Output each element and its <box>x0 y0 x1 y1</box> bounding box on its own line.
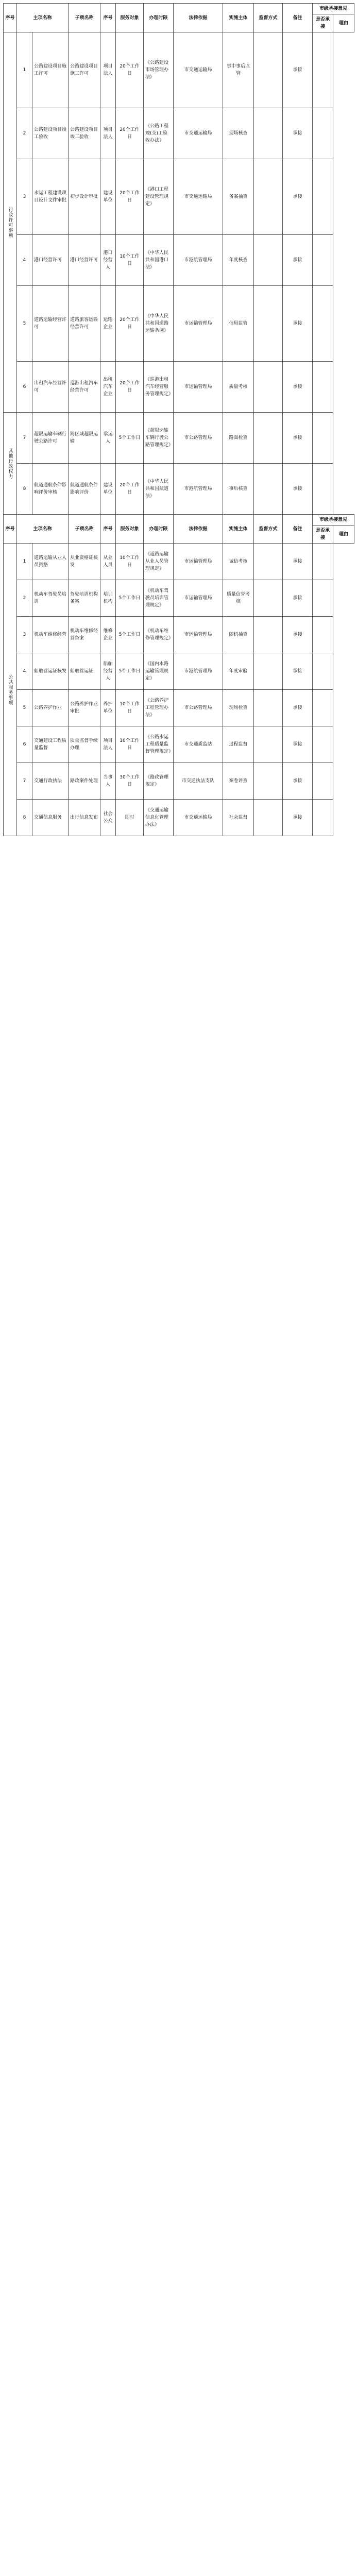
service-target-cell: 养护单位 <box>100 690 116 726</box>
table-row <box>4 653 354 690</box>
sub-item-cell: 机动车维修经营备案 <box>69 617 100 653</box>
header-cell: 服务对象 <box>116 4 144 32</box>
legal-basis-cell: 《交通运输信息化管理办法》 <box>144 800 174 836</box>
header-cell: 理由 <box>333 526 354 544</box>
service-target-cell: 培训机构 <box>100 580 116 617</box>
agency-cell: 市运输管理局 <box>174 362 223 413</box>
service-target-cell: 港口经营人 <box>100 235 116 286</box>
header-cell: 服务对象 <box>116 515 144 544</box>
section-1 <box>4 32 354 413</box>
section-label: 行政许可事项 <box>4 32 17 413</box>
table-row <box>4 726 354 763</box>
row-number-cell: 4 <box>17 653 32 690</box>
service-target-cell: 运输企业 <box>100 286 116 362</box>
table-row <box>4 32 354 108</box>
table-row <box>4 286 354 362</box>
legal-basis-cell: 《路政管理规定》 <box>144 763 174 800</box>
remark-cell <box>254 362 283 413</box>
main-item-cell: 公路建设项目竣工验收 <box>32 108 69 159</box>
agency-cell: 市运输管理局 <box>174 617 223 653</box>
sub-item-cell: 公路建设项目施工许可 <box>69 32 100 108</box>
reason-cell <box>313 159 333 235</box>
agency-cell: 市交通运输局 <box>174 159 223 235</box>
sub-item-cell: 公路养护作业审批 <box>69 690 100 726</box>
agency-cell: 市交通执法支队 <box>174 763 223 800</box>
row-number-cell: 1 <box>17 32 32 108</box>
supervision-cell: 现场核查 <box>223 108 254 159</box>
section-2 <box>4 413 354 515</box>
table-row <box>4 413 354 464</box>
agency-cell: 市交通质监站 <box>174 726 223 763</box>
agency-cell: 市运输管理局 <box>174 286 223 362</box>
supervision-cell: 年度审验 <box>223 653 254 690</box>
sub-item-cell: 初步设计审批 <box>69 159 100 235</box>
accept-cell: 承接 <box>283 362 313 413</box>
remark-cell <box>254 544 283 580</box>
row-number-cell: 7 <box>17 413 32 464</box>
legal-basis-cell: 《中华人民共和国航道法》 <box>144 464 174 515</box>
time-limit-cell: 20个工作日 <box>116 32 144 108</box>
service-target-cell: 项目法人 <box>100 32 116 108</box>
reason-cell <box>313 580 333 617</box>
remark-cell <box>254 32 283 108</box>
header-cell: 子项名称 <box>69 4 100 32</box>
sub-item-cell: 驾驶培训机构备案 <box>69 580 100 617</box>
supervision-cell: 备案抽查 <box>223 159 254 235</box>
remark-cell <box>254 726 283 763</box>
reason-cell <box>313 544 333 580</box>
reason-cell <box>313 464 333 515</box>
legal-basis-cell: 《公路工程竣(交)工验收办法》 <box>144 108 174 159</box>
accept-cell: 承接 <box>283 544 313 580</box>
sub-item-cell: 船舶营运证 <box>69 653 100 690</box>
time-limit-cell: 5个工作日 <box>116 580 144 617</box>
legal-basis-cell: 《机动车驾驶员培训管理规定》 <box>144 580 174 617</box>
reason-cell <box>313 653 333 690</box>
main-item-cell: 水运工程建设项目设计文件审批 <box>32 159 69 235</box>
table-row <box>4 464 354 515</box>
accept-cell: 承接 <box>283 235 313 286</box>
reason-cell <box>313 235 333 286</box>
time-limit-cell: 10个工作日 <box>116 690 144 726</box>
time-limit-cell: 10个工作日 <box>116 726 144 763</box>
row-number-cell: 4 <box>17 235 32 286</box>
supervision-cell: 随机抽查 <box>223 617 254 653</box>
agency-cell: 市港航管理局 <box>174 235 223 286</box>
legal-basis-cell: 《巡游出租汽车经营服务管理规定》 <box>144 362 174 413</box>
service-target-cell: 社会公众 <box>100 800 116 836</box>
sub-item-cell: 公路建设项目竣工验收 <box>69 108 100 159</box>
service-target-cell: 出租汽车企业 <box>100 362 116 413</box>
time-limit-cell: 10个工作日 <box>116 235 144 286</box>
time-limit-cell: 10个工作日 <box>116 544 144 580</box>
supervision-cell: 信用监管 <box>223 286 254 362</box>
row-number-cell: 3 <box>17 617 32 653</box>
supervision-cell: 过程监督 <box>223 726 254 763</box>
remark-cell <box>254 617 283 653</box>
sub-item-cell: 从业资格证核发 <box>69 544 100 580</box>
agency-cell: 市交通运输局 <box>174 32 223 108</box>
table-row <box>4 580 354 617</box>
table-row <box>4 362 354 413</box>
sub-item-cell: 港口经营许可 <box>69 235 100 286</box>
main-item-cell: 交通建设工程质量监督 <box>32 726 69 763</box>
header-cell: 备注 <box>283 4 313 32</box>
row-number-cell: 8 <box>17 800 32 836</box>
legal-basis-cell: 《公路水运工程质量监督管理规定》 <box>144 726 174 763</box>
accept-cell: 承接 <box>283 580 313 617</box>
reason-cell <box>313 800 333 836</box>
accept-cell: 承接 <box>283 617 313 653</box>
time-limit-cell: 20个工作日 <box>116 159 144 235</box>
reason-cell <box>313 108 333 159</box>
time-limit-cell: 5个工作日 <box>116 617 144 653</box>
time-limit-cell: 即时 <box>116 800 144 836</box>
table-row <box>4 159 354 235</box>
section-3 <box>4 544 354 836</box>
reason-cell <box>313 617 333 653</box>
legal-basis-cell: 《中华人民共和国港口法》 <box>144 235 174 286</box>
accept-cell: 承接 <box>283 763 313 800</box>
main-item-cell: 交通信息服务 <box>32 800 69 836</box>
main-item-cell: 船舶营运证核发 <box>32 653 69 690</box>
main-item-cell: 机动车维修经营 <box>32 617 69 653</box>
time-limit-cell: 20个工作日 <box>116 362 144 413</box>
reason-cell <box>313 286 333 362</box>
agency-cell: 市公路管理局 <box>174 690 223 726</box>
main-item-cell: 交通行政执法 <box>32 763 69 800</box>
time-limit-cell: 20个工作日 <box>116 286 144 362</box>
agency-cell: 市交通运输局 <box>174 800 223 836</box>
header-cell: 办理时限 <box>144 4 174 32</box>
header-cell: 实施主体 <box>223 515 254 544</box>
sub-item-cell: 质量监督手续办理 <box>69 726 100 763</box>
time-limit-cell: 20个工作日 <box>116 464 144 515</box>
header-group-cell: 市级承接意见 <box>313 515 354 526</box>
table-row <box>4 108 354 159</box>
supervision-cell: 年度核查 <box>223 235 254 286</box>
accept-cell: 承接 <box>283 108 313 159</box>
row-number-cell: 7 <box>17 763 32 800</box>
supervision-cell: 现场检查 <box>223 690 254 726</box>
legal-basis-cell: 《道路运输从业人员管理规定》 <box>144 544 174 580</box>
header-row <box>4 4 354 14</box>
legal-basis-cell: 《超限运输车辆行驶公路管理规定》 <box>144 413 174 464</box>
table-row <box>4 617 354 653</box>
row-number-cell: 6 <box>17 726 32 763</box>
row-number-cell: 3 <box>17 159 32 235</box>
accept-cell: 承接 <box>283 413 313 464</box>
main-item-cell: 航道通航条件影响评价审核 <box>32 464 69 515</box>
accept-cell: 承接 <box>283 800 313 836</box>
data-table <box>3 3 354 836</box>
agency-cell: 市运输管理局 <box>174 544 223 580</box>
legal-basis-cell: 《国内水路运输管理规定》 <box>144 653 174 690</box>
service-target-cell: 项目法人 <box>100 108 116 159</box>
section-label: 公共服务事项 <box>4 544 17 836</box>
header-cell: 主项名称 <box>17 515 69 544</box>
section-label: 其他行政权力 <box>4 413 17 515</box>
sub-item-cell: 巡游出租汽车经营许可 <box>69 362 100 413</box>
header-cell: 备注 <box>283 515 313 544</box>
service-target-cell: 承运人 <box>100 413 116 464</box>
time-limit-cell: 5个工作日 <box>116 413 144 464</box>
legal-basis-cell: 《公路养护工程管理办法》 <box>144 690 174 726</box>
header-group-cell: 市级承接意见 <box>313 4 354 14</box>
service-target-cell: 船舶经营人 <box>100 653 116 690</box>
main-item-cell: 公路建设项目施工许可 <box>32 32 69 108</box>
remark-cell <box>254 763 283 800</box>
header-cell: 主项名称 <box>17 4 69 32</box>
header-cell: 序号 <box>100 4 116 32</box>
accept-cell: 承接 <box>283 690 313 726</box>
remark-cell <box>254 690 283 726</box>
reason-cell <box>313 726 333 763</box>
supervision-cell: 案卷评查 <box>223 763 254 800</box>
row-number-cell: 8 <box>17 464 32 515</box>
row-number-cell: 2 <box>17 108 32 159</box>
remark-cell <box>254 235 283 286</box>
row-number-cell: 5 <box>17 286 32 362</box>
legal-basis-cell: 《公路建设市场管理办法》 <box>144 32 174 108</box>
header-cell: 序号 <box>100 515 116 544</box>
sub-item-cell: 路政案件处理 <box>69 763 100 800</box>
agency-cell: 市交通运输局 <box>174 108 223 159</box>
reason-cell <box>313 763 333 800</box>
accept-cell: 承接 <box>283 464 313 515</box>
remark-cell <box>254 108 283 159</box>
legal-basis-cell: 《机动车维修管理规定》 <box>144 617 174 653</box>
time-limit-cell: 30个工作日 <box>116 763 144 800</box>
accept-cell: 承接 <box>283 286 313 362</box>
header-cell: 子项名称 <box>69 515 100 544</box>
header-cell: 法律依据 <box>174 4 223 32</box>
header-cell: 序号 <box>4 4 17 32</box>
table-row <box>4 690 354 726</box>
sub-item-cell: 道路旅客运输经营许可 <box>69 286 100 362</box>
row-number-cell: 6 <box>17 362 32 413</box>
header-row <box>4 515 354 526</box>
service-target-cell: 建设单位 <box>100 464 116 515</box>
header-cell: 实施主体 <box>223 4 254 32</box>
header-cell: 是否承接 <box>313 526 333 544</box>
table-row <box>4 544 354 580</box>
table-row <box>4 235 354 286</box>
header-cell: 是否承接 <box>313 14 333 32</box>
remark-cell <box>254 464 283 515</box>
supervision-cell: 事后核查 <box>223 464 254 515</box>
table-row <box>4 800 354 836</box>
legal-basis-cell: 《港口工程建设管理规定》 <box>144 159 174 235</box>
time-limit-cell: 5个工作日 <box>116 653 144 690</box>
sub-item-cell: 航道通航条件影响评价 <box>69 464 100 515</box>
header-cell: 办理时限 <box>144 515 174 544</box>
service-target-cell: 维修企业 <box>100 617 116 653</box>
service-target-cell: 从业人员 <box>100 544 116 580</box>
remark-cell <box>254 800 283 836</box>
remark-cell <box>254 286 283 362</box>
main-item-cell: 出租汽车经营许可 <box>32 362 69 413</box>
remark-cell <box>254 413 283 464</box>
legal-basis-cell: 《中华人民共和国道路运输条例》 <box>144 286 174 362</box>
remark-cell <box>254 653 283 690</box>
main-item-cell: 机动车驾驶员培训 <box>32 580 69 617</box>
header-cell: 理由 <box>333 14 354 32</box>
header-cell: 监督方式 <box>254 4 283 32</box>
supervision-cell: 质量信誉考核 <box>223 580 254 617</box>
main-item-cell: 港口经营许可 <box>32 235 69 286</box>
reason-cell <box>313 362 333 413</box>
header-cell: 法律依据 <box>174 515 223 544</box>
header-cell: 序号 <box>4 515 17 544</box>
time-limit-cell: 20个工作日 <box>116 108 144 159</box>
remark-cell <box>254 159 283 235</box>
supervision-cell: 诚信考核 <box>223 544 254 580</box>
agency-cell: 市港航管理局 <box>174 653 223 690</box>
table-row <box>4 763 354 800</box>
reason-cell <box>313 690 333 726</box>
header-cell: 监督方式 <box>254 515 283 544</box>
main-item-cell: 超限运输车辆行驶公路许可 <box>32 413 69 464</box>
accept-cell: 承接 <box>283 653 313 690</box>
reason-cell <box>313 32 333 108</box>
main-item-cell: 公路养护作业 <box>32 690 69 726</box>
remark-cell <box>254 580 283 617</box>
main-item-cell: 道路运输经营许可 <box>32 286 69 362</box>
supervision-cell: 事中事后监管 <box>223 32 254 108</box>
row-number-cell: 2 <box>17 580 32 617</box>
row-number-cell: 1 <box>17 544 32 580</box>
sub-item-cell: 跨区域超限运输 <box>69 413 100 464</box>
accept-cell: 承接 <box>283 726 313 763</box>
supervision-cell: 质量考核 <box>223 362 254 413</box>
reason-cell <box>313 413 333 464</box>
agency-cell: 市港航管理局 <box>174 464 223 515</box>
agency-cell: 市公路管理局 <box>174 413 223 464</box>
service-target-cell: 建设单位 <box>100 159 116 235</box>
sub-item-cell: 出行信息发布 <box>69 800 100 836</box>
supervision-cell: 路面检查 <box>223 413 254 464</box>
service-target-cell: 项目法人 <box>100 726 116 763</box>
accept-cell: 承接 <box>283 32 313 108</box>
row-number-cell: 5 <box>17 690 32 726</box>
agency-cell: 市运输管理局 <box>174 580 223 617</box>
service-target-cell: 当事人 <box>100 763 116 800</box>
supervision-cell: 社会监督 <box>223 800 254 836</box>
main-item-cell: 道路运输从业人员资格 <box>32 544 69 580</box>
accept-cell: 承接 <box>283 159 313 235</box>
